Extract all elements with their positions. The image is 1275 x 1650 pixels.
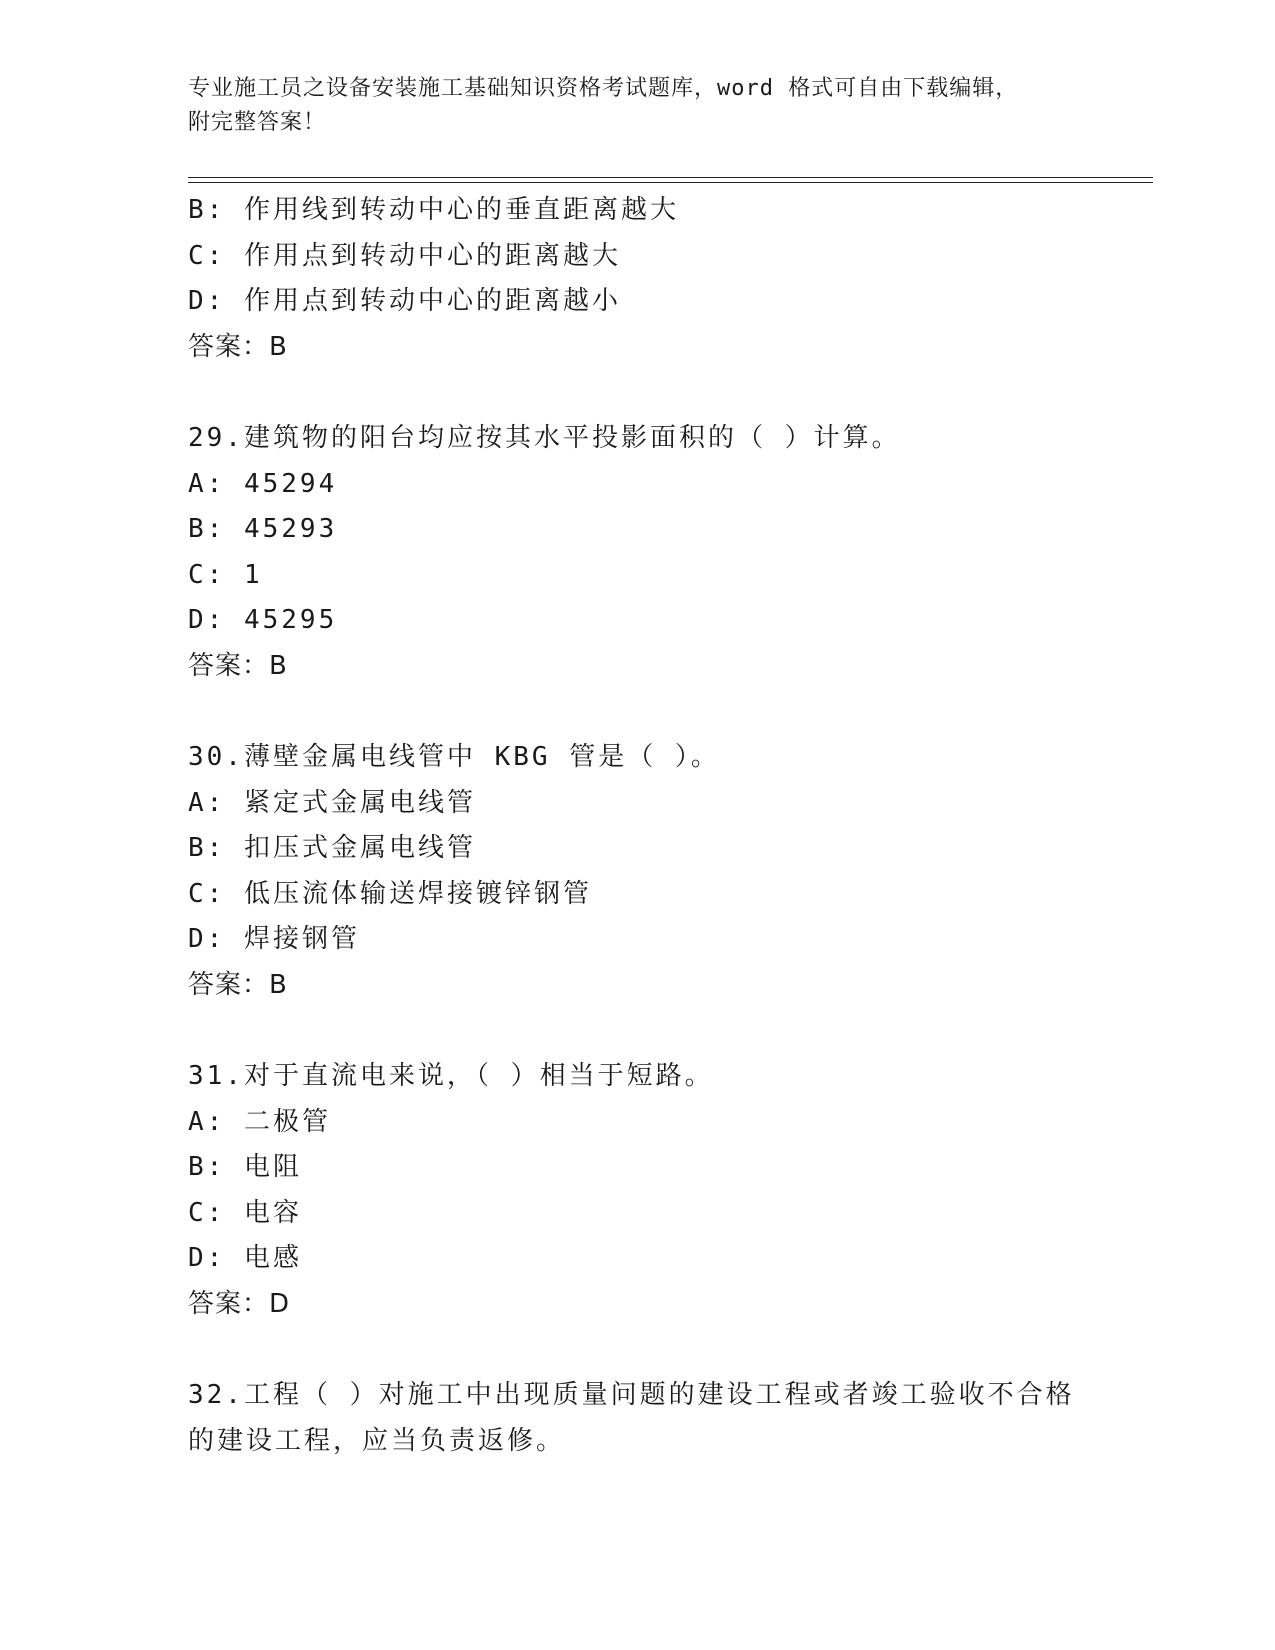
question-29 (188, 416, 1088, 689)
question-list (188, 188, 1088, 1464)
question-stem: 31.对于直流电来说，（ ）相当于短路。 (188, 1061, 714, 1091)
option-a: A: 紧定式金属电线管 (188, 787, 476, 818)
option-c: C: 低压流体输送焊接镀锌钢管 (188, 878, 592, 909)
document-header (188, 72, 1088, 140)
option-d: D: 作用点到转动中心的距离越小 (188, 286, 621, 316)
option-d: D: 45295 (188, 605, 338, 635)
option-c: C: 1 (188, 559, 263, 590)
question-stem: 30.薄壁金属电线管中 KBG 管是（ ）。 (188, 742, 720, 772)
option-c: C: 作用点到转动中心的距离越大 (188, 240, 621, 271)
option-b: B: 电阻 (188, 1152, 302, 1182)
option-a: A: 45294 (188, 468, 338, 499)
option-b: B: 作用线到转动中心的垂直距离越大 (188, 195, 679, 225)
answer-label: 答案：B (188, 331, 288, 362)
option-b: B: 45293 (188, 514, 338, 544)
question-stem-line-2: 的建设工程，应当负责返修。 (188, 1425, 566, 1456)
answer-label: 答案：D (188, 1288, 291, 1319)
option-d: D: 焊接钢管 (188, 924, 360, 954)
option-b: B: 扣压式金属电线管 (188, 833, 476, 863)
header-line-2: 附完整答案！ (188, 110, 327, 135)
question-31 (188, 1054, 1088, 1327)
question-28-continued (188, 188, 1088, 370)
option-c: C: 电容 (188, 1197, 302, 1228)
question-stem-line-1: 32.工程（ ）对施工中出现质量问题的建设工程或者竣工验收不合格 (188, 1380, 1075, 1410)
answer-label: 答案：B (188, 969, 288, 1000)
question-32 (188, 1373, 1088, 1464)
header-divider-top (188, 177, 1153, 178)
answer-label: 答案：B (188, 650, 288, 681)
question-30 (188, 735, 1088, 1008)
option-d: D: 电感 (188, 1243, 302, 1273)
option-a: A: 二极管 (188, 1106, 331, 1137)
header-divider-bottom (188, 182, 1153, 183)
header-line-1: 专业施工员之设备安装施工基础知识资格考试题库，word 格式可自由下载编辑， (188, 76, 1019, 101)
question-stem: 29.建筑物的阳台均应按其水平投影面积的（ ）计算。 (188, 423, 901, 453)
